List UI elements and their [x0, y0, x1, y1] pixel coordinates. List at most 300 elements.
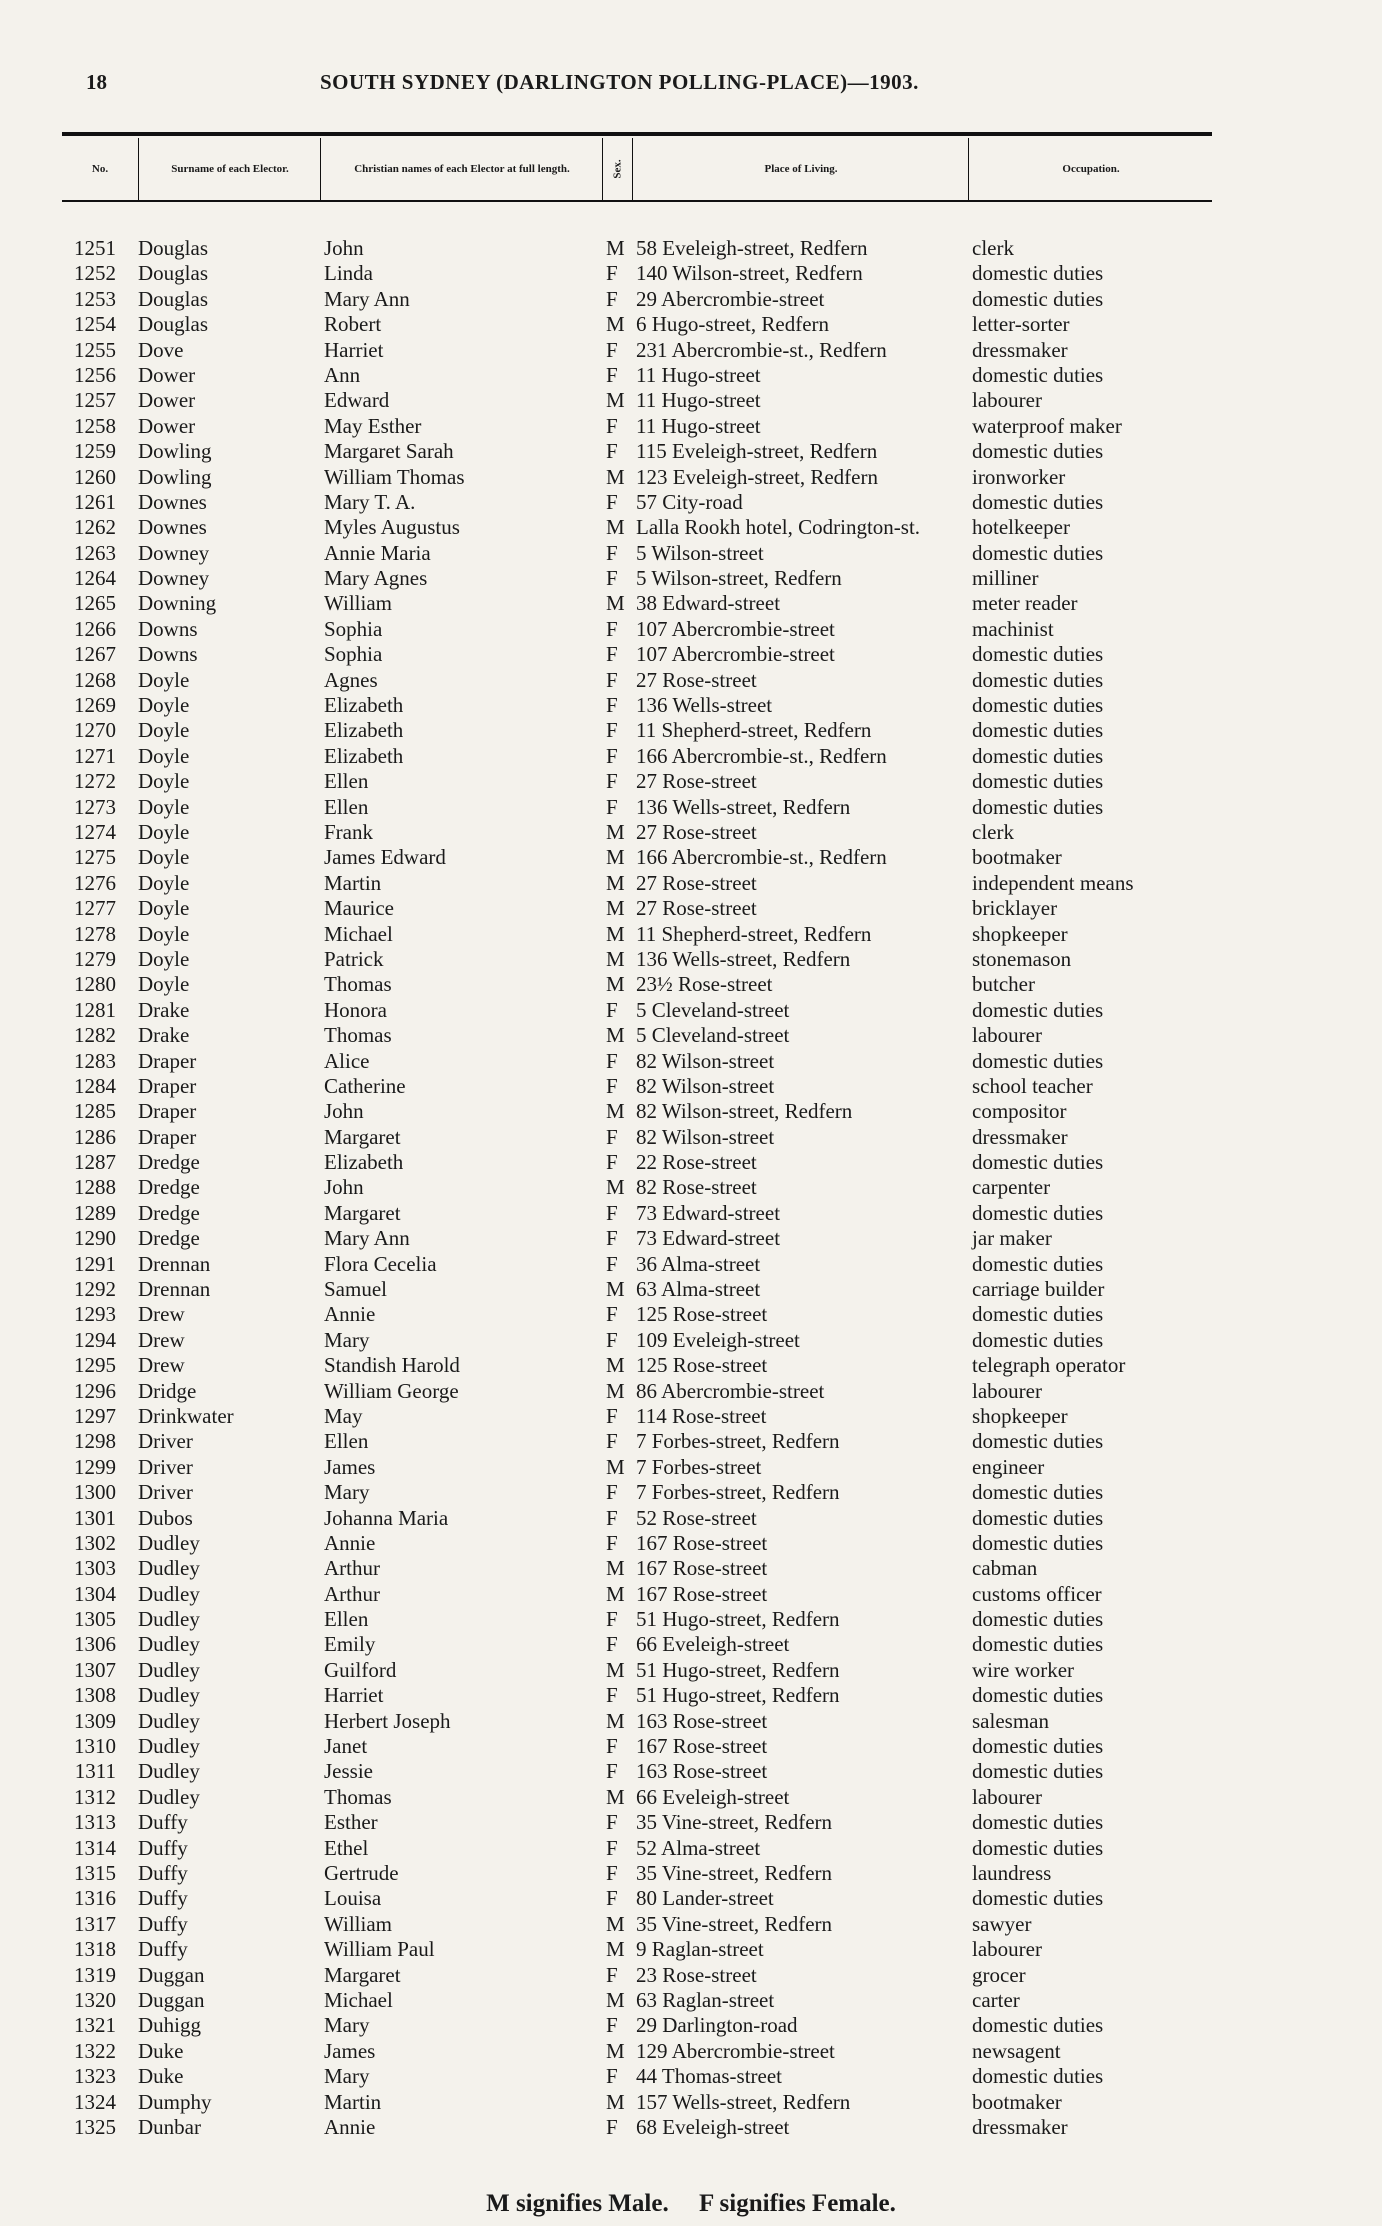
table-row: [62, 1201, 1212, 1226]
elector-number: 1281: [74, 997, 116, 1022]
table-row: [62, 896, 1212, 921]
elector-occupation: domestic duties: [972, 2013, 1104, 2038]
elector-christian-names: Margaret: [324, 1124, 401, 1149]
elector-christian-names: Thomas: [324, 1023, 392, 1048]
elector-christian-names: Michael: [324, 1987, 393, 2012]
table-row: [62, 769, 1212, 794]
elector-surname: Dove: [138, 337, 184, 362]
elector-christian-names: Annie: [324, 1530, 376, 1555]
elector-occupation: domestic duties: [972, 743, 1104, 768]
elector-number: 1321: [74, 2013, 116, 2038]
elector-surname: Dumphy: [138, 2089, 212, 2114]
elector-christian-names: Harriet: [324, 1683, 384, 1708]
elector-place-of-living: 35 Vine-street, Redfern: [636, 1861, 833, 1885]
elector-place-of-living: 57 City-road: [636, 489, 743, 514]
elector-sex: M: [606, 1175, 625, 1200]
table-row: [62, 1582, 1212, 1607]
elector-place-of-living: 51 Hugo-street, Redfern: [636, 1683, 840, 1708]
table-row: [62, 1709, 1212, 1734]
elector-sex: M: [606, 464, 625, 489]
elector-occupation: domestic duties: [972, 1327, 1104, 1352]
elector-sex: F: [606, 1302, 618, 1327]
elector-place-of-living: 123 Eveleigh-street, Redfern: [636, 464, 878, 489]
elector-surname: Duffy: [138, 1911, 188, 1936]
elector-christian-names: Annie Maria: [324, 540, 431, 565]
elector-surname: Draper: [138, 1124, 197, 1149]
table-row: [62, 998, 1212, 1023]
elector-number: 1296: [74, 1378, 116, 1403]
table-row: [62, 414, 1212, 439]
elector-surname: Draper: [138, 1099, 197, 1124]
elector-christian-names: John: [324, 236, 364, 260]
elector-number: 1261: [74, 489, 116, 514]
elector-place-of-living: 5 Cleveland-street: [636, 1023, 790, 1048]
elector-surname: Dudley: [138, 1657, 200, 1682]
elector-place-of-living: 35 Vine-street, Redfern: [636, 1810, 833, 1835]
elector-place-of-living: 166 Abercrombie-st., Redfern: [636, 743, 887, 768]
elector-place-of-living: 125 Rose-street: [636, 1302, 768, 1327]
elector-occupation: letter-sorter: [972, 312, 1070, 337]
elector-surname: Dudley: [138, 1683, 200, 1708]
elector-surname: Dredge: [138, 1226, 200, 1251]
elector-sex: M: [606, 236, 625, 260]
elector-sex: M: [606, 1099, 625, 1124]
elector-number: 1272: [74, 769, 116, 794]
table-row: [62, 718, 1212, 743]
elector-sex: M: [606, 2089, 625, 2114]
elector-sex: M: [606, 1378, 625, 1403]
elector-sex: M: [606, 388, 625, 413]
elector-surname: Dudley: [138, 1759, 200, 1784]
elector-occupation: domestic duties: [972, 1632, 1104, 1657]
elector-occupation: grocer: [972, 1962, 1026, 1987]
elector-sex: F: [606, 2013, 618, 2038]
elector-place-of-living: 52 Alma-street: [636, 1835, 761, 1860]
elector-christian-names: Louisa: [324, 1886, 382, 1911]
elector-number: 1303: [74, 1556, 116, 1581]
elector-sex: F: [606, 2064, 618, 2089]
table-row: [62, 388, 1212, 413]
elector-sex: M: [606, 870, 625, 895]
elector-occupation: domestic duties: [972, 718, 1104, 743]
elector-occupation: carriage builder: [972, 1277, 1105, 1302]
elector-sex: F: [606, 566, 618, 591]
elector-occupation: salesman: [972, 1708, 1049, 1733]
elector-sex: F: [606, 1327, 618, 1352]
elector-sex: F: [606, 1886, 618, 1911]
elector-surname: Dudley: [138, 1784, 200, 1809]
elector-number: 1297: [74, 1403, 116, 1428]
elector-number: 1295: [74, 1353, 116, 1378]
elector-surname: Doyle: [138, 667, 190, 692]
elector-occupation: domestic duties: [972, 1251, 1104, 1276]
table-row: [62, 1226, 1212, 1251]
elector-number: 1264: [74, 566, 116, 591]
elector-christian-names: William: [324, 591, 392, 616]
elector-sex: F: [606, 616, 618, 641]
table-row: [62, 1912, 1212, 1937]
elector-number: 1253: [74, 286, 116, 311]
elector-christian-names: May: [324, 1403, 363, 1428]
elector-christian-names: John: [324, 1099, 364, 1124]
elector-occupation: domestic duties: [972, 1429, 1104, 1454]
elector-sex: F: [606, 286, 618, 311]
elector-occupation: domestic duties: [972, 642, 1104, 667]
elector-sex: F: [606, 794, 618, 819]
elector-number: 1262: [74, 515, 116, 540]
table-row: [62, 515, 1212, 540]
table-row: [62, 287, 1212, 312]
elector-occupation: laundress: [972, 1861, 1052, 1885]
elector-surname: Doyle: [138, 718, 190, 743]
table-row: [62, 363, 1212, 388]
elector-christian-names: Ethel: [324, 1835, 369, 1860]
footer-legend: [0, 2190, 1382, 2218]
elector-place-of-living: 51 Hugo-street, Redfern: [636, 1607, 840, 1632]
elector-place-of-living: 167 Rose-street: [636, 1734, 768, 1759]
table-row: [62, 1683, 1212, 1708]
elector-place-of-living: 63 Raglan-street: [636, 1987, 775, 2012]
table-row: [62, 1886, 1212, 1911]
elector-occupation: domestic duties: [972, 1886, 1104, 1911]
elector-sex: M: [606, 1277, 625, 1302]
column-header-place: Place of Living.: [632, 138, 969, 200]
elector-surname: Drennan: [138, 1277, 211, 1302]
elector-occupation: labourer: [972, 1023, 1042, 1048]
elector-occupation: meter reader: [972, 591, 1078, 616]
elector-surname: Duffy: [138, 1886, 188, 1911]
table-row: [62, 1252, 1212, 1277]
elector-surname: Dredge: [138, 1200, 200, 1225]
table-row: [62, 1607, 1212, 1632]
elector-number: 1316: [74, 1886, 116, 1911]
elector-number: 1282: [74, 1023, 116, 1048]
elector-number: 1324: [74, 2089, 116, 2114]
elector-place-of-living: 9 Raglan-street: [636, 1937, 764, 1962]
elector-sex: F: [606, 1530, 618, 1555]
elector-christian-names: Maurice: [324, 896, 394, 921]
elector-place-of-living: 231 Abercrombie-st., Redfern: [636, 337, 887, 362]
elector-surname: Doyle: [138, 794, 190, 819]
elector-number: 1254: [74, 312, 116, 337]
elector-place-of-living: 136 Wells-street: [636, 693, 773, 718]
elector-place-of-living: 166 Abercrombie-st., Redfern: [636, 845, 887, 870]
elector-christian-names: Thomas: [324, 1784, 392, 1809]
elector-place-of-living: 27 Rose-street: [636, 896, 757, 921]
elector-christian-names: Honora: [324, 997, 387, 1022]
column-header-sex: [602, 138, 633, 200]
elector-number: 1290: [74, 1226, 116, 1251]
elector-sex: M: [606, 972, 625, 997]
elector-number: 1291: [74, 1251, 116, 1276]
elector-sex: M: [606, 946, 625, 971]
elector-surname: Duffy: [138, 1861, 188, 1885]
elector-christian-names: Catherine: [324, 1073, 406, 1098]
elector-christian-names: Mary: [324, 1327, 370, 1352]
elector-surname: Doyle: [138, 946, 190, 971]
table-row: [62, 820, 1212, 845]
table-row: [62, 439, 1212, 464]
table-row: [62, 1531, 1212, 1556]
table-row: [62, 1049, 1212, 1074]
table-row: [62, 1074, 1212, 1099]
electoral-roll-table: [62, 236, 1212, 2140]
elector-christian-names: Harriet: [324, 337, 384, 362]
elector-christian-names: Agnes: [324, 667, 378, 692]
table-row: [62, 1937, 1212, 1962]
elector-christian-names: William George: [324, 1378, 459, 1403]
elector-occupation: domestic duties: [972, 1734, 1104, 1759]
table-row: [62, 2013, 1212, 2038]
elector-christian-names: Annie: [324, 1302, 376, 1327]
table-row: [62, 1023, 1212, 1048]
elector-number: 1325: [74, 2114, 116, 2139]
elector-occupation: domestic duties: [972, 1150, 1104, 1175]
elector-surname: Doyle: [138, 769, 190, 794]
elector-number: 1266: [74, 616, 116, 641]
elector-sex: F: [606, 540, 618, 565]
elector-christian-names: Mary T. A.: [324, 489, 416, 514]
table-row: [62, 2115, 1212, 2140]
elector-christian-names: Janet: [324, 1734, 368, 1759]
elector-surname: Dudley: [138, 1530, 200, 1555]
elector-surname: Draper: [138, 1073, 197, 1098]
elector-place-of-living: 82 Wilson-street: [636, 1124, 775, 1149]
elector-number: 1304: [74, 1581, 116, 1606]
elector-christian-names: Ellen: [324, 794, 369, 819]
table-row: [62, 947, 1212, 972]
elector-surname: Downing: [138, 591, 217, 616]
elector-sex: F: [606, 1048, 618, 1073]
table-row: [62, 312, 1212, 337]
elector-sex: M: [606, 312, 625, 337]
elector-number: 1260: [74, 464, 116, 489]
elector-surname: Doyle: [138, 870, 190, 895]
elector-number: 1313: [74, 1810, 116, 1835]
elector-sex: M: [606, 921, 625, 946]
elector-place-of-living: 23 Rose-street: [636, 1962, 757, 1987]
elector-number: 1311: [74, 1759, 116, 1784]
elector-occupation: domestic duties: [972, 1607, 1104, 1632]
elector-place-of-living: 66 Eveleigh-street: [636, 1784, 790, 1809]
elector-christian-names: Frank: [324, 819, 373, 844]
elector-christian-names: Flora Cecelia: [324, 1251, 437, 1276]
elector-occupation: domestic duties: [972, 1048, 1104, 1073]
elector-surname: Douglas: [138, 236, 208, 260]
elector-place-of-living: 11 Hugo-street: [636, 388, 761, 413]
elector-sex: F: [606, 489, 618, 514]
elector-surname: Drew: [138, 1353, 185, 1378]
elector-number: 1301: [74, 1505, 116, 1530]
elector-sex: F: [606, 261, 618, 286]
elector-occupation: domestic duties: [972, 540, 1104, 565]
elector-occupation: domestic duties: [972, 489, 1104, 514]
elector-surname: Duggan: [138, 1962, 205, 1987]
elector-sex: F: [606, 1835, 618, 1860]
elector-sex: F: [606, 769, 618, 794]
elector-sex: F: [606, 1861, 618, 1885]
elector-occupation: waterproof maker: [972, 413, 1122, 438]
elector-number: 1288: [74, 1175, 116, 1200]
elector-christian-names: Ellen: [324, 1607, 369, 1632]
elector-occupation: domestic duties: [972, 439, 1104, 464]
elector-christian-names: Mary Agnes: [324, 566, 428, 591]
elector-place-of-living: 136 Wells-street, Redfern: [636, 794, 851, 819]
elector-occupation: carpenter: [972, 1175, 1051, 1200]
elector-occupation: dressmaker: [972, 337, 1068, 362]
elector-occupation: labourer: [972, 1378, 1042, 1403]
elector-place-of-living: 63 Alma-street: [636, 1277, 761, 1302]
elector-place-of-living: 107 Abercrombie-street: [636, 642, 835, 667]
elector-sex: M: [606, 1911, 625, 1936]
table-row: [62, 1455, 1212, 1480]
elector-surname: Dowling: [138, 439, 212, 464]
elector-sex: F: [606, 1429, 618, 1454]
elector-occupation: cabman: [972, 1556, 1038, 1581]
elector-sex: F: [606, 667, 618, 692]
elector-sex: M: [606, 1708, 625, 1733]
elector-occupation: clerk: [972, 236, 1014, 260]
elector-christian-names: Samuel: [324, 1277, 387, 1302]
elector-christian-names: Arthur: [324, 1581, 380, 1606]
table-row: [62, 1810, 1212, 1835]
elector-occupation: compositor: [972, 1099, 1067, 1124]
elector-number: 1309: [74, 1708, 116, 1733]
elector-sex: F: [606, 1962, 618, 1987]
elector-place-of-living: 27 Rose-street: [636, 769, 757, 794]
elector-number: 1320: [74, 1987, 116, 2012]
table-row: [62, 1480, 1212, 1505]
elector-sex: F: [606, 1759, 618, 1784]
elector-sex: F: [606, 1810, 618, 1835]
elector-sex: F: [606, 1734, 618, 1759]
elector-surname: Driver: [138, 1429, 193, 1454]
elector-surname: Dridge: [138, 1378, 197, 1403]
elector-occupation: sawyer: [972, 1911, 1032, 1936]
elector-occupation: domestic duties: [972, 1530, 1104, 1555]
footer-male-note: M signifies Male.: [486, 2190, 669, 2217]
elector-sex: F: [606, 693, 618, 718]
table-row: [62, 338, 1212, 363]
elector-number: 1293: [74, 1302, 116, 1327]
elector-surname: Dunbar: [138, 2114, 201, 2139]
table-row: [62, 1099, 1212, 1124]
elector-place-of-living: 115 Eveleigh-street, Redfern: [636, 439, 878, 464]
elector-occupation: domestic duties: [972, 2064, 1104, 2089]
elector-number: 1322: [74, 2038, 116, 2063]
table-row: [62, 972, 1212, 997]
elector-occupation: machinist: [972, 616, 1054, 641]
elector-occupation: domestic duties: [972, 286, 1104, 311]
elector-sex: M: [606, 591, 625, 616]
table-row: [62, 922, 1212, 947]
elector-christian-names: Elizabeth: [324, 718, 404, 743]
elector-sex: M: [606, 1937, 625, 1962]
elector-occupation: domestic duties: [972, 794, 1104, 819]
elector-christian-names: Robert: [324, 312, 382, 337]
elector-surname: Dudley: [138, 1632, 200, 1657]
table-row: [62, 845, 1212, 870]
elector-occupation: bricklayer: [972, 896, 1058, 921]
elector-surname: Duffy: [138, 1937, 188, 1962]
elector-christian-names: Jessie: [324, 1759, 373, 1784]
elector-number: 1283: [74, 1048, 116, 1073]
elector-occupation: domestic duties: [972, 1302, 1104, 1327]
elector-christian-names: Ann: [324, 362, 361, 387]
elector-sex: M: [606, 819, 625, 844]
elector-number: 1302: [74, 1530, 116, 1555]
table-row: [62, 1175, 1212, 1200]
elector-occupation: wire worker: [972, 1657, 1075, 1682]
elector-place-of-living: 157 Wells-street, Redfern: [636, 2089, 851, 2114]
elector-place-of-living: 80 Lander-street: [636, 1886, 774, 1911]
elector-occupation: labourer: [972, 1937, 1042, 1962]
table-row: [62, 693, 1212, 718]
table-row: [62, 1429, 1212, 1454]
table-row: [62, 1125, 1212, 1150]
table-row: [62, 1506, 1212, 1531]
elector-sex: M: [606, 845, 625, 870]
table-row: [62, 1861, 1212, 1886]
elector-christian-names: Mary Ann: [324, 286, 410, 311]
elector-occupation: domestic duties: [972, 1835, 1104, 1860]
elector-place-of-living: 58 Eveleigh-street, Redfern: [636, 236, 868, 260]
elector-number: 1306: [74, 1632, 116, 1657]
elector-christian-names: Guilford: [324, 1657, 397, 1682]
elector-surname: Dower: [138, 388, 196, 413]
elector-christian-names: Elizabeth: [324, 1150, 404, 1175]
elector-place-of-living: 129 Abercrombie-street: [636, 2038, 835, 2063]
elector-christian-names: Johanna Maria: [324, 1505, 449, 1530]
elector-occupation: newsagent: [972, 2038, 1061, 2063]
elector-place-of-living: 23½ Rose-street: [636, 972, 773, 997]
elector-sex: F: [606, 1150, 618, 1175]
elector-place-of-living: 109 Eveleigh-street: [636, 1327, 800, 1352]
elector-surname: Duffy: [138, 1810, 188, 1835]
elector-christian-names: Emily: [324, 1632, 376, 1657]
elector-surname: Dredge: [138, 1175, 200, 1200]
elector-place-of-living: 27 Rose-street: [636, 819, 757, 844]
elector-surname: Dudley: [138, 1581, 200, 1606]
elector-number: 1265: [74, 591, 116, 616]
elector-place-of-living: 66 Eveleigh-street: [636, 1632, 790, 1657]
elector-occupation: domestic duties: [972, 1759, 1104, 1784]
elector-place-of-living: 51 Hugo-street, Redfern: [636, 1657, 840, 1682]
elector-place-of-living: 38 Edward-street: [636, 591, 781, 616]
elector-occupation: ironworker: [972, 464, 1066, 489]
elector-place-of-living: 163 Rose-street: [636, 1708, 768, 1733]
elector-sex: F: [606, 1403, 618, 1428]
page-title: SOUTH SYDNEY (DARLINGTON POLLING-PLACE)—1903.: [320, 70, 919, 94]
elector-christian-names: John: [324, 1175, 364, 1200]
elector-place-of-living: 86 Abercrombie-street: [636, 1378, 825, 1403]
elector-surname: Downes: [138, 515, 207, 540]
table-row: [62, 591, 1212, 616]
table-row: [62, 1404, 1212, 1429]
elector-number: 1274: [74, 819, 116, 844]
elector-number: 1273: [74, 794, 116, 819]
table-row: [62, 617, 1212, 642]
elector-surname: Dudley: [138, 1708, 200, 1733]
elector-number: 1269: [74, 693, 116, 718]
elector-christian-names: Margaret: [324, 1962, 401, 1987]
table-row: [62, 871, 1212, 896]
elector-number: 1305: [74, 1607, 116, 1632]
elector-surname: Drake: [138, 997, 190, 1022]
table-row: [62, 744, 1212, 769]
elector-occupation: customs officer: [972, 1581, 1102, 1606]
elector-number: 1314: [74, 1835, 116, 1860]
